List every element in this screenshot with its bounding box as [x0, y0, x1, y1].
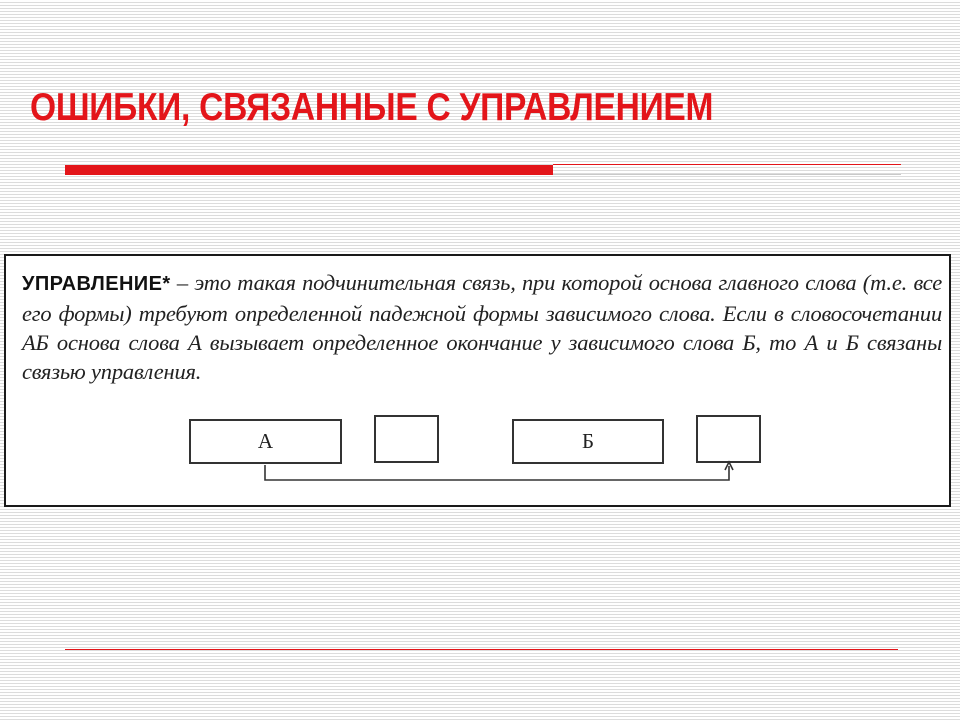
slide-title: ОШИБКИ, СВЯЗАННЫЕ С УПРАВЛЕНИЕМ	[30, 86, 714, 129]
title-accent-line-shadow	[553, 174, 901, 175]
main-word-label: А	[257, 429, 274, 453]
diagram-box-main-word-ending	[374, 415, 439, 463]
bottom-divider-line	[65, 649, 898, 650]
title-accent-bar	[65, 165, 553, 175]
definition-term: УПРАВЛЕНИЕ*	[22, 273, 171, 295]
diagram-box-dependent-word	[512, 419, 664, 464]
title-accent-line	[553, 164, 901, 165]
definition-panel	[4, 254, 951, 507]
diagram-box-dependent-word-ending	[696, 415, 761, 463]
diagram-box-main-word	[189, 419, 342, 464]
dependent-word-label: Б	[581, 429, 595, 453]
definition-body: – это такая подчинительная связь, при которой основа главного слова (т.е. все его формы) требуют определенной падежной формы зависимого слова. Если в словосочетании АБ основа слова А вызывает определенное окончание у зависимого слова Б, то А и Б связаны связью управления.	[22, 270, 942, 384]
definition-text	[22, 268, 942, 386]
